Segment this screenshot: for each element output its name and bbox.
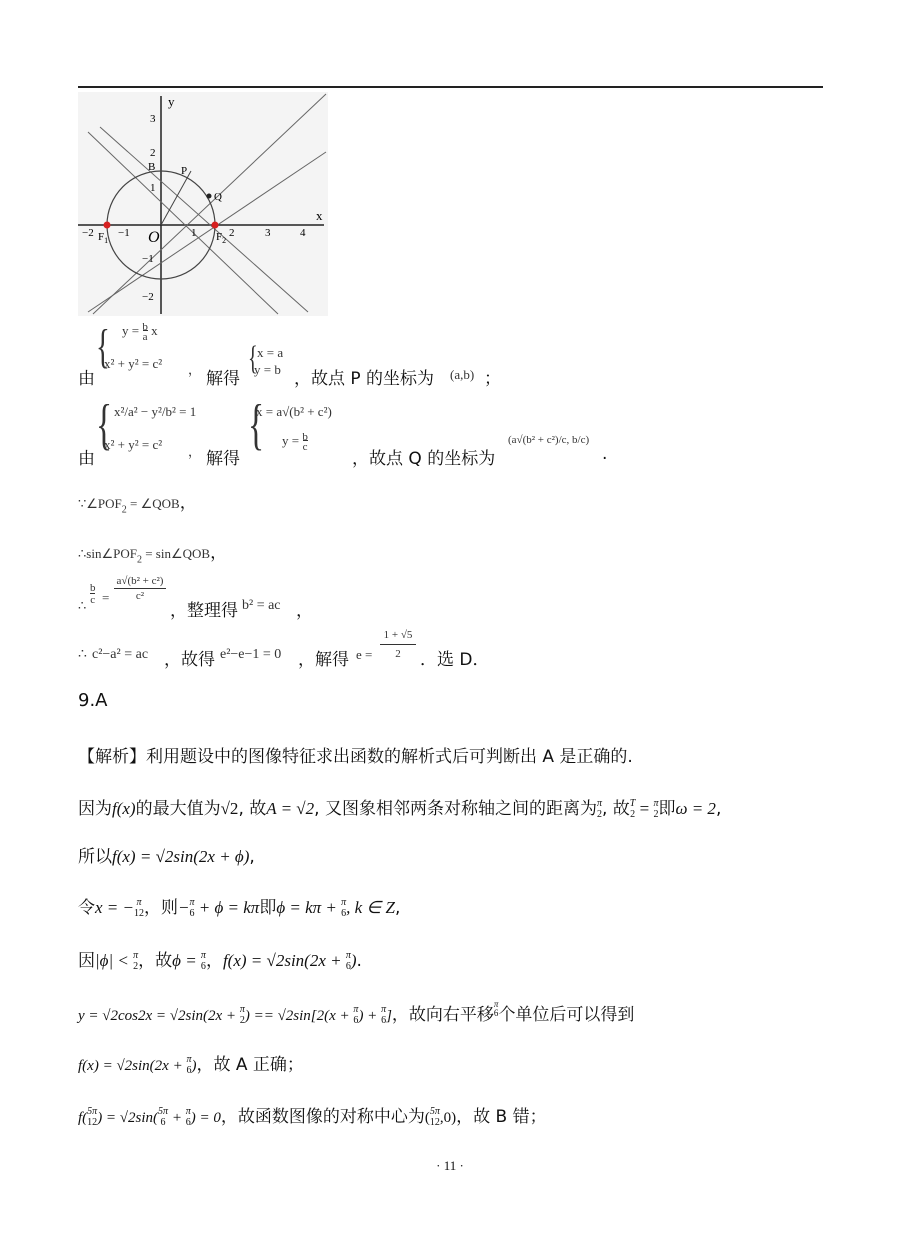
system-brace: { [96, 320, 110, 373]
system-eq1: $y = \frac{b}{a}$ x [122, 321, 158, 343]
coord-q: (a√(b² + c²)/c, b/c) [508, 434, 590, 446]
solution-y: y = b [254, 362, 281, 377]
x-tick: 3 [265, 227, 271, 239]
asymptote-line-3 [93, 94, 326, 314]
x-tick: 2 [229, 227, 235, 239]
y-tick: 1 [150, 182, 156, 194]
e-fraction: 1 + √5 2 [380, 626, 416, 663]
solution-brace: { [248, 340, 258, 377]
focus-f1 [104, 222, 111, 229]
y-tick: −1 [142, 253, 154, 265]
label-f1: $F_1$ [98, 231, 109, 245]
rhs-fraction: a√(b² + c²) c² [114, 574, 166, 603]
focus-f2 [212, 222, 219, 229]
line-13: f(x) = √2sin(2x + π 6)，故 A 正确； [78, 1054, 304, 1076]
coord-p: (a,b) [450, 367, 475, 382]
origin-label: O [148, 229, 160, 246]
line-8: 因为f(x)的最大值为√2, 故A = √2, 又图象相邻两条对称轴之间的距离为π 2, 故T 2 = π 2即ω = 2, [78, 798, 722, 820]
text-choose-d: ．选 D． [420, 650, 490, 670]
line-12: y = √2cos2x = √2sin(2x + π 2) == √2sin[2(x + π 6) + π 6]，故向右平移π 6个单位后可以得到 [78, 999, 635, 1026]
x-tick: −1 [118, 227, 130, 239]
lhs-fraction: b c [90, 582, 96, 606]
line-3: $\because\angle POF_2$ = ∠QOB， [78, 493, 197, 516]
system-eq2: x² + y² = c² [104, 437, 163, 452]
result: b² = ac [242, 598, 281, 613]
e-equals: e = [356, 647, 373, 662]
label-f2: $F_2$ [216, 231, 227, 245]
y-tick: 3 [150, 113, 156, 125]
equals: = [102, 590, 110, 605]
text-you: 由 [78, 449, 95, 469]
solution-brace: { [248, 394, 265, 456]
semicolon: ； [484, 369, 501, 389]
line-4: $\therefore\sin\angle POF_2$ = sin∠QOB， [78, 543, 228, 566]
analysis-line: 【解析】利用题设中的图像特征求出函数的解析式后可判断出 A 是正确的. [78, 747, 633, 767]
therefore: ∴ [78, 647, 87, 662]
text-you: 由 [78, 369, 95, 389]
line-11: 因|ϕ| < π 2，故ϕ = π 6，f(x) = √2sin(2x + π 6). [78, 950, 362, 972]
line-10: 令x = − π 12，则−π 6 + ϕ = kπ即ϕ = kπ + π 6, k ∈ Z, [78, 897, 401, 919]
asymptote-line-1 [88, 132, 278, 314]
text-jiede: 解得 [206, 449, 240, 469]
system-brace: { [96, 394, 113, 456]
system-eq2: x² + y² = c² [104, 356, 163, 371]
eq-e: e²−e−1 = 0 [220, 647, 282, 662]
y-tick: 2 [150, 147, 156, 159]
eq-c-a: c²−a² = ac [92, 647, 149, 662]
text-p-coord: ，故点 P 的坐标为 [294, 369, 435, 389]
text-gude: ，故得 [164, 650, 215, 670]
x-tick: −2 [82, 227, 94, 239]
period: . [602, 444, 608, 464]
solution-x: x = a [257, 345, 284, 360]
line-9: 所以f(x) = √2sin(2x + ϕ), [78, 847, 255, 867]
label-b: B [148, 161, 156, 173]
solution-y: $y = \frac{b}{c}$ [282, 431, 308, 453]
asymptote-line-2 [100, 127, 308, 312]
solution-x: x = a√(b² + c²) [256, 404, 332, 419]
x-tick: 4 [300, 227, 306, 239]
comma: ， [188, 362, 202, 377]
line-14: f(5π 12) = √2sin(5π 6 + π 6) = 0，故函数图像的对称中心为(5π 12,0)，故 B 错； [78, 1106, 547, 1128]
point-q [207, 194, 212, 199]
label-p: P [181, 165, 188, 177]
system-eq1: x²/a² − y²/b² = 1 [114, 404, 197, 419]
hyperbola-figure [78, 92, 328, 316]
text-zhengli: ，整理得 [170, 601, 238, 621]
label-q: Q [214, 191, 222, 203]
therefore: ∴ [78, 598, 87, 613]
text-jiede: 解得 [206, 369, 240, 389]
header-rule [78, 86, 823, 88]
text-jiede: ，解得 [298, 650, 349, 670]
y-axis-label: y [168, 94, 175, 109]
comma: ， [188, 444, 202, 459]
x-axis-label: x [316, 208, 323, 223]
y-tick: −2 [142, 291, 154, 303]
question-9-title: 9.A [78, 690, 108, 711]
text-q-coord: ，故点 Q 的坐标为 [352, 449, 496, 469]
page-number: · 11 · [436, 1158, 464, 1173]
comma: ， [296, 601, 313, 621]
x-tick: 1 [191, 227, 197, 239]
